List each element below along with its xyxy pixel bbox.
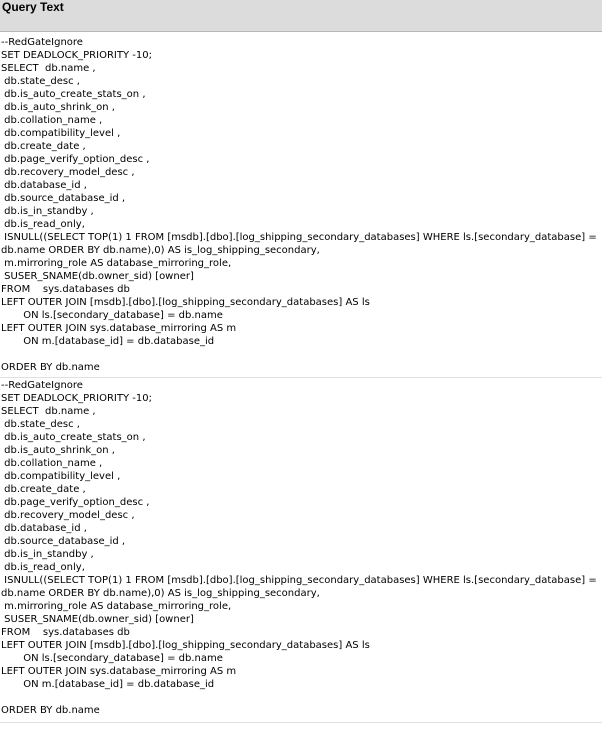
query-line: LEFT OUTER JOIN [msdb].[dbo].[log_shipping_secondary_databases] AS ls [1,297,370,308]
query-line: LEFT OUTER JOIN sys.database_mirroring AS m [1,323,237,334]
query-line: --RedGateIgnore [1,380,83,391]
query-line: FROM sys.databases db [1,284,130,295]
query-line: ORDER BY db.name [1,705,100,716]
query-line: db.create_date , [1,141,86,152]
query-line: db.is_read_only, [1,219,85,230]
query-row[interactable] [0,35,602,378]
query-line: db.is_read_only, [1,562,85,573]
query-line: ON m.[database_id] = db.database_id [1,336,215,347]
query-line: db.collation_name , [1,458,103,469]
query-line: SET DEADLOCK_PRIORITY -10; [1,393,152,404]
query-line: db.recovery_model_desc , [1,167,135,178]
query-results-list [0,35,602,723]
query-line: SUSER_SNAME(db.owner_sid) [owner] [1,614,194,625]
query-line: db.is_auto_create_stats_on , [1,89,146,100]
query-line: db.compatibility_level , [1,471,121,482]
query-line: db.is_in_standby , [1,206,94,217]
query-line: --RedGateIgnore [1,37,83,48]
query-line: db.page_verify_option_desc , [1,154,150,165]
query-line: m.mirroring_role AS database_mirroring_role, [1,258,232,269]
query-line: db.create_date , [1,484,86,495]
query-line-blank [1,348,602,361]
query-line: SELECT db.name , [1,406,96,417]
query-line: db.is_auto_shrink_on , [1,102,115,113]
query-line: db.database_id , [1,180,87,191]
query-line: ISNULL((SELECT TOP(1) 1 FROM [msdb].[dbo].[log_shipping_secondary_databases] WHERE ls.[secondary_database] = [1,575,597,586]
query-line: db.recovery_model_desc , [1,510,135,521]
query-line: SUSER_SNAME(db.owner_sid) [owner] [1,271,194,282]
query-line: m.mirroring_role AS database_mirroring_role, [1,601,232,612]
query-line: ORDER BY db.name [1,362,100,373]
query-line: LEFT OUTER JOIN sys.database_mirroring AS m [1,666,237,677]
query-line-blank [1,691,602,704]
query-text-column-header[interactable] [0,0,602,32]
query-line: ISNULL((SELECT TOP(1) 1 FROM [msdb].[dbo].[log_shipping_secondary_databases] WHERE ls.[secondary_database] = [1,232,597,243]
query-line: db.name ORDER BY db.name),0) AS is_log_shipping_secondary, [1,588,320,599]
query-line: db.is_auto_shrink_on , [1,445,115,456]
query-line: db.page_verify_option_desc , [1,497,150,508]
query-line: FROM sys.databases db [1,627,130,638]
query-line: db.is_auto_create_stats_on , [1,432,146,443]
query-line: ON ls.[secondary_database] = db.name [1,653,223,664]
query-line: SET DEADLOCK_PRIORITY -10; [1,50,152,61]
query-row[interactable] [0,378,602,723]
query-line: db.state_desc , [1,76,80,87]
column-header-title: Query Text [2,0,64,14]
query-line: db.state_desc , [1,419,80,430]
query-line: db.compatibility_level , [1,128,121,139]
query-line: db.database_id , [1,523,87,534]
query-line: db.collation_name , [1,115,103,126]
query-line: SELECT db.name , [1,63,96,74]
query-line: ON ls.[secondary_database] = db.name [1,310,223,321]
query-line: LEFT OUTER JOIN [msdb].[dbo].[log_shipping_secondary_databases] AS ls [1,640,370,651]
query-line: db.source_database_id , [1,536,126,547]
query-line: ON m.[database_id] = db.database_id [1,679,215,690]
query-line: db.is_in_standby , [1,549,94,560]
query-line: db.name ORDER BY db.name),0) AS is_log_shipping_secondary, [1,245,320,256]
query-line: db.source_database_id , [1,193,126,204]
